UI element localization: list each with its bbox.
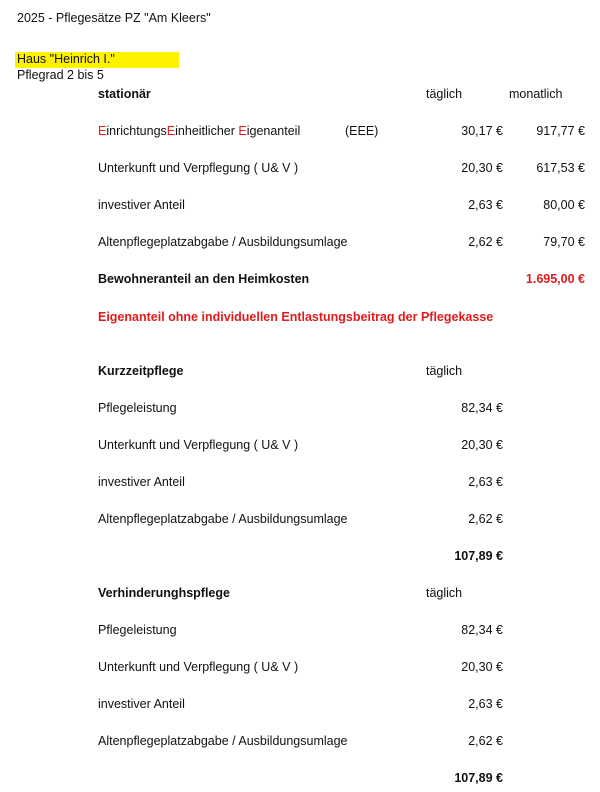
eee-monthly: 917,77 €: [536, 124, 585, 138]
stationaer-row-monthly: 617,53 €: [536, 161, 585, 175]
verhinderung-row-daily: 82,34 €: [461, 623, 503, 637]
stationaer-col-daily: täglich: [426, 87, 463, 101]
verhinderung-row-label: Altenpflegeplatzabgabe / Ausbildungsumlage: [98, 734, 348, 748]
stationaer-row-daily: 2,63 €: [468, 198, 503, 212]
verhinderung-total: 107,89 €: [454, 771, 503, 785]
stationaer-col-monthly: monatlich: [509, 87, 563, 101]
kurzzeit-row-label: Altenpflegeplatzabgabe / Ausbildungsumlage: [98, 512, 348, 526]
kurzzeit-row-daily: 2,63 €: [468, 475, 503, 489]
eee-abbreviation: (EEE): [345, 124, 379, 138]
document-title: 2025 - Pflegesätze PZ "Am Kleers": [17, 11, 211, 25]
eee-label: EinrichtungsEinheitlicher Eigenanteil: [98, 124, 301, 138]
verhinderung-col-daily: täglich: [426, 586, 463, 600]
stationaer-heading: stationär: [98, 87, 151, 101]
stationaer-total-value: 1.695,00 €: [525, 272, 585, 286]
verhinderung-row-label: Unterkunft und Verpflegung ( U& V ): [98, 660, 299, 674]
verhinderung-row-label: investiver Anteil: [98, 697, 185, 711]
kurzzeit-row-label: Unterkunft und Verpflegung ( U& V ): [98, 438, 299, 452]
care-grade: Pflegrad 2 bis 5: [17, 68, 104, 82]
stationaer-row-label: Unterkunft und Verpflegung ( U& V ): [98, 161, 299, 175]
kurzzeit-total: 107,89 €: [454, 549, 503, 563]
kurzzeit-row-daily: 20,30 €: [461, 438, 503, 452]
stationaer-row-label: investiver Anteil: [98, 198, 185, 212]
kurzzeit-row-label: Pflegeleistung: [98, 401, 177, 415]
verhinderung-row-daily: 2,63 €: [468, 697, 503, 711]
stationaer-row-daily: 2,62 €: [468, 235, 503, 249]
stationaer-row-monthly: 80,00 €: [543, 198, 585, 212]
kurzzeit-row-daily: 2,62 €: [468, 512, 503, 526]
stationaer-row-daily: 20,30 €: [461, 161, 503, 175]
kurzzeit-row-label: investiver Anteil: [98, 475, 185, 489]
kurzzeit-heading: Kurzzeitpflege: [98, 364, 184, 378]
kurzzeit-row-daily: 82,34 €: [461, 401, 503, 415]
eee-daily: 30,17 €: [461, 124, 503, 138]
stationaer-total-label: Bewohneranteil an den Heimkosten: [98, 272, 310, 286]
verhinderung-row-label: Pflegeleistung: [98, 623, 177, 637]
verhinderung-row-daily: 20,30 €: [461, 660, 503, 674]
kurzzeit-col-daily: täglich: [426, 364, 463, 378]
stationaer-note: Eigenanteil ohne individuellen Entlastungsbeitrag der Pflegekasse: [98, 310, 494, 324]
stationaer-row-monthly: 79,70 €: [543, 235, 585, 249]
stationaer-row-label: Altenpflegeplatzabgabe / Ausbildungsumlage: [98, 235, 348, 249]
house-name: Haus "Heinrich I.": [15, 52, 179, 68]
verhinderung-heading: Verhinderunghspflege: [98, 586, 230, 600]
verhinderung-row-daily: 2,62 €: [468, 734, 503, 748]
